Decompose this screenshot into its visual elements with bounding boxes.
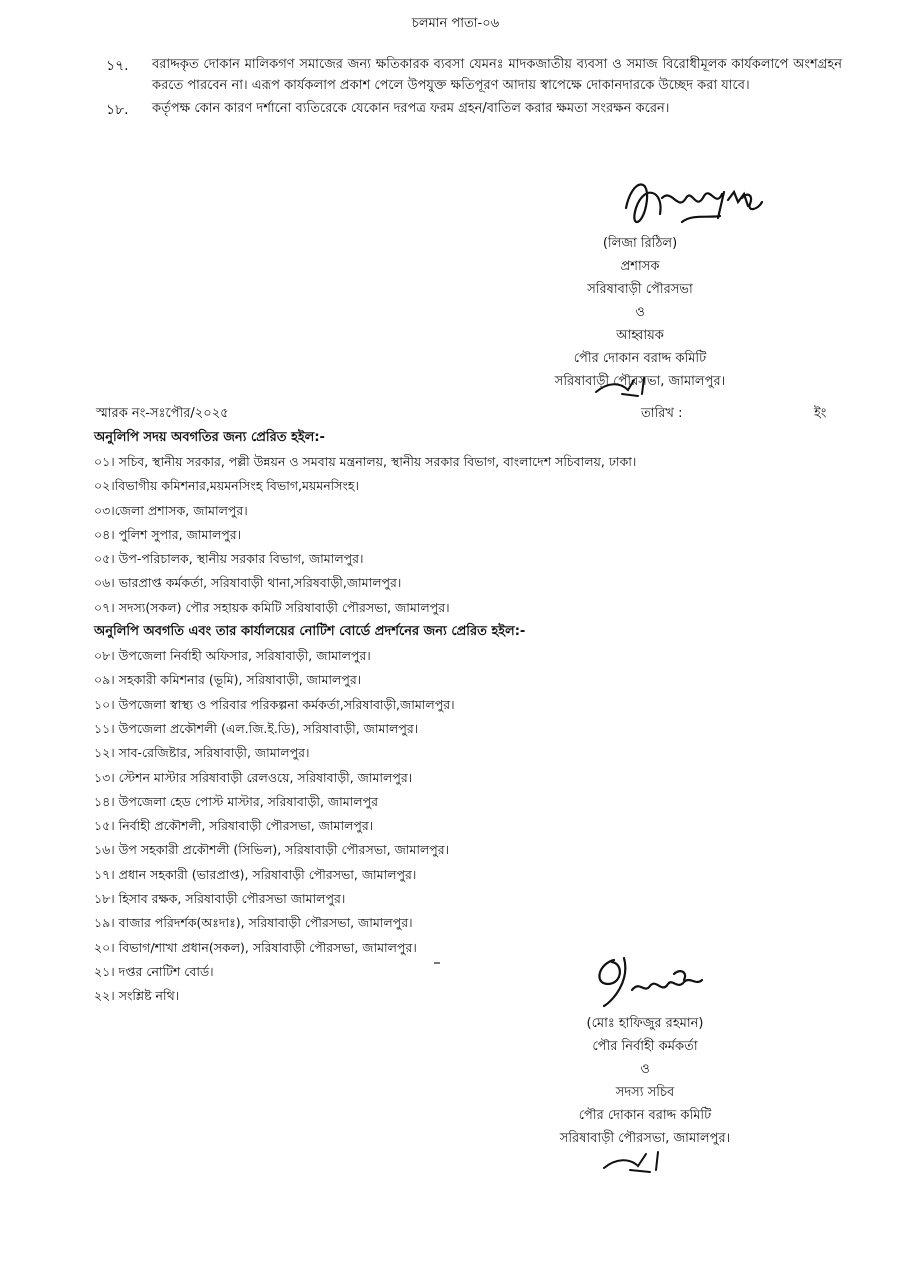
list-item: ১২। সাব-রেজিষ্টার, সরিষাবাড়ী, জামালপুর।	[94, 745, 310, 761]
signatory-conjunction: ও	[640, 1062, 650, 1077]
era-label: ইং	[814, 406, 827, 421]
clauses-section	[102, 54, 842, 124]
signatory-name: (লিজা রিঠিল)	[602, 236, 678, 251]
signatory-address: সরিষাবাড়ী পৌরসভা, জামালপুর।	[554, 374, 726, 389]
copy-list-heading: অনুলিপি অবগতি এবং তার কার্যালয়ের নোটিশ বোর্ডে প্রদর্শনের জন্য প্রেরিত হইল:-	[94, 624, 526, 640]
list-item: ০১। সচিব, স্থানীয় সরকার, পল্লী উন্নয়ন ও সমবায় মন্ত্রনালয়, স্থানীয় সরকার বিভাগ, বাংলাদেশ সচিবালয়, ঢাকা।	[94, 454, 637, 469]
list-item: ০২।বিভাগীয় কমিশনার,ময়মনসিংহ বিভাগ,ময়মনসিংহ।	[94, 478, 359, 494]
list-item: ২২। সংশ্লিষ্ট নথি।	[94, 988, 180, 1004]
list-item: ১৮। হিসাব রক্ষক, সরিষাবাড়ী পৌরসভা জামালপুর।	[94, 891, 346, 907]
signatory-committee: পৌর দোকান বরাদ্দ কমিটি	[578, 1108, 712, 1123]
list-item: ০৬। ভারপ্রাপ্ত কর্মকর্তা, সরিষাবাড়ী থানা,সরিষবাড়ী,জামালপুর।	[94, 575, 402, 591]
list-item: ০৯। সহকারী কমিশনার (ভূমি), সরিষাবাড়ী, জামালপুর।	[94, 672, 362, 688]
signature-block-administrator	[520, 232, 760, 393]
list-item: ১৬। উপ সহকারী প্রকৌশলী (সিভিল), সরিষাবাড়ী পৌরসভা, জামালপুর।	[94, 842, 450, 858]
clause-text: কর্তৃপক্ষ কোন কারণ দর্শানো ব্যতিরেকে যেকোন দরপত্র ফরম গ্রহন/বাতিল করার ক্ষমতা সংরক্ষন করেন।	[152, 101, 670, 116]
signatory-title: পৌর নির্বাহী কর্মকর্তা	[592, 1039, 698, 1054]
list-item: ০৫। উপ-পরিচালক, স্থানীয় সরকার বিভাগ, জামালপুর।	[94, 551, 364, 567]
clause-17	[102, 54, 842, 96]
list-item: ০৩।জেলা প্রশাসক, জামালপুর।	[94, 502, 248, 518]
list-item: ০৮। উপজেলা নির্বাহী অফিসার, সরিষাবাড়ী, জামালপুর।	[94, 648, 371, 664]
memo-line	[96, 404, 836, 424]
signature-2-icon	[584, 950, 714, 1012]
copy-list-heading: অনুলিপি সদয় অবগতির জন্য প্রেরিত হইল:-	[94, 430, 325, 445]
list-item: ১৯। বাজার পরিদর্শক(অঃদাঃ), সরিষাবাড়ী পৌরসভা, জামালপুর।	[94, 915, 413, 931]
signature-block-executive-officer	[520, 1012, 770, 1150]
copy-distribution-list	[94, 426, 814, 1009]
signatory-role: সদস্য সচিব	[615, 1085, 675, 1100]
signatory-conjunction: ও	[635, 305, 645, 320]
signatory-committee: পৌর দোকান বরাদ্দ কমিটি	[573, 351, 707, 366]
clause-number: ১৭.	[106, 58, 129, 74]
seal-flourish-2-icon	[600, 1148, 680, 1176]
list-item: ০৪। পুলিশ সুপার, জামালপুর।	[94, 526, 242, 542]
clause-number: ১৮.	[106, 102, 129, 118]
seal-flourish-1-icon	[592, 374, 662, 400]
list-item: ১৪। উপজেলা হেড পোস্ট মাস্টার, সরিষাবাড়ী, জামালপুর	[94, 793, 378, 809]
list-item: ২১। দপ্তর নোটিশ বোর্ড।	[94, 963, 214, 979]
list-item: ১৭। প্রধান সহকারী (ভারপ্রাপ্ত), সরিষাবাড়ী পৌরসভা, জামালপুর।	[94, 866, 417, 882]
signatory-office: সরিষাবাড়ী পৌরসভা	[587, 282, 693, 297]
memo-number: স্মারক নং-সঃপৌর/২০২৫	[96, 406, 229, 421]
signatory-title: প্রশাসক	[620, 259, 660, 274]
list-item: ০৭। সদস্য(সকল) পৌর সহায়ক কমিটি সরিষাবাড়ী পৌরসভা, জামালপুর।	[94, 599, 450, 615]
list-item: ২০। বিভাগ/শাখা প্রধান(সকল), সরিষাবাড়ী পৌরসভা, জামালপুর।	[94, 939, 417, 955]
signatory-role: আহ্বায়ক	[616, 328, 664, 343]
running-page-label: চলমান পাতা-০৬	[411, 16, 500, 31]
list-item: ১০। উপজেলা স্বাস্থ্য ও পরিবার পরিকল্পনা কর্মকর্তা,সরিষাবাড়ী,জামালপুর।	[94, 696, 455, 712]
list-item: ১৩। স্টেশন মাস্টার সরিষাবাড়ী রেলওয়ে, সরিষাবাড়ী, জামালপুর।	[94, 769, 413, 785]
list-item: ১৫। নির্বাহী প্রকৌশলী, সরিষাবাড়ী পৌরসভা, জামালপুর।	[94, 818, 374, 834]
date-label: তারিখ :	[641, 406, 683, 421]
stray-mark	[434, 962, 440, 964]
signatory-address: সরিষাবাড়ী পৌরসভা, জামালপুর।	[559, 1131, 731, 1146]
signatory-name: (মোঃ হাফিজুর রহমান)	[586, 1016, 704, 1031]
clause-text: বরাদ্দকৃত দোকান মালিকগণ সমাজের জন্য ক্ষতিকারক ব্যবসা যেমনঃ মাদকজাতীয় ব্যবসা ও সমাজ বিরোধীমূলক কার্যকলাপে অংশগ্রহন করতে পারবেন না। এরূপ কার্যকলাপ প্রকাশ পেলে উপযুক্ত ক্ষতিপূরণ আদায় স্বাপেক্ষে দোকানদারকে উচ্ছেদ করা যাবে।	[152, 57, 842, 93]
list-item: ১১। উপজেলা প্রকৌশলী (এল.জি.ই.ডি), সরিষাবাড়ী, জামালপুর।	[94, 720, 419, 736]
clause-18	[102, 98, 842, 122]
